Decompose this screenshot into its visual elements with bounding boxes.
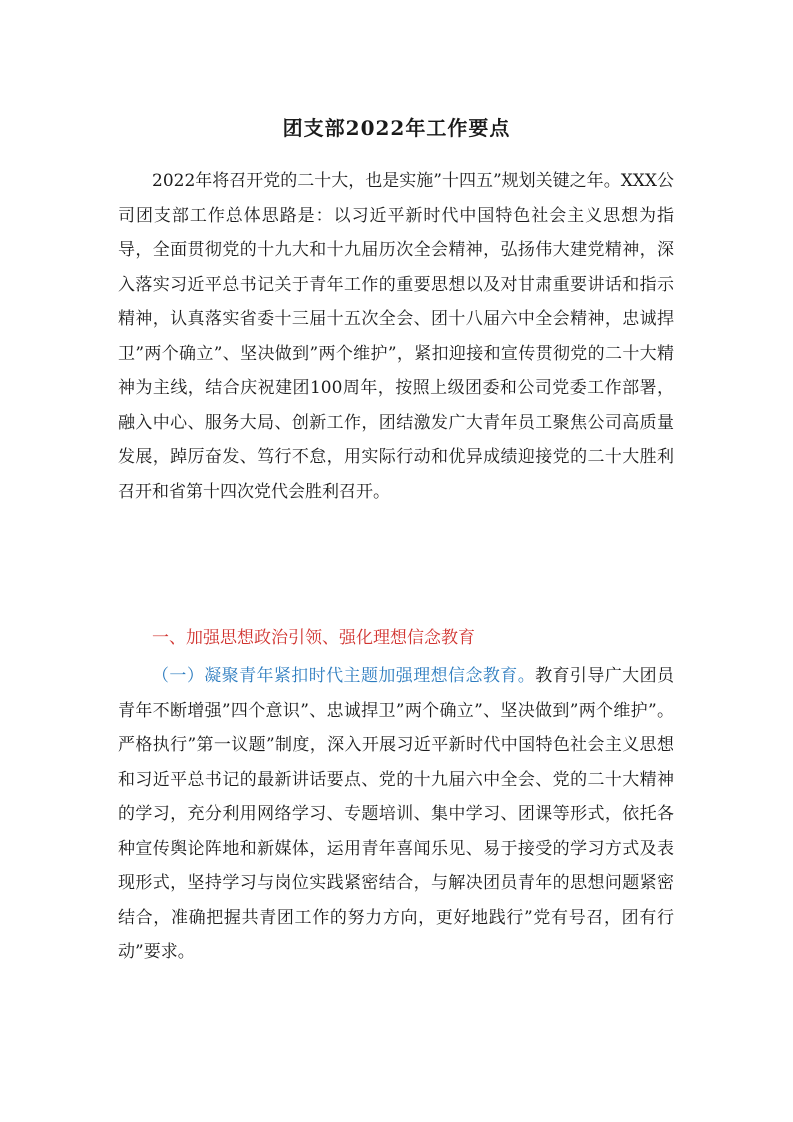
section-1-sub-body: 教育引导广大团员青年不断增强”四个意识”、忠诚捍卫”两个确立”、坚决做到”两个维护”。严格执行”第一议题”制度，深入开展习近平新时代中国特色社会主义思想和习近平总书记的最新讲话要点、党的十九届六中全会、党的二十大精神的学习，充分利用网络学习、专题培训、集中学习、团课等形式，依托各种宣传舆论阵地和新媒体，运用青年喜闻乐见、易于接受的学习方式及表现形式，坚持学习与岗位实践紧密结合，与解决团员青年的思想问题紧密结合，准确把握共青团工作的努力方向，更好地践行”党有号召，团有行动”要求。: [118, 666, 675, 962]
intro-paragraph: 2022年将召开党的二十大，也是实施”十四五”规划关键之年。XXX公司团支部工作总体思路是：以习近平新时代中国特色社会主义思想为指导，全面贯彻党的十九大和十九届历次全会精神，弘扬伟大建党精神，深入落实习近平总书记关于青年工作的重要思想以及对甘肃重要讲话和指示精神，认真落实省委十三届十五次全会、团十八届六中全会精神，忠诚捍卫”两个确立”、坚决做到”两个维护”，紧扣迎接和宣传贯彻党的二十大精神为主线，结合庆祝建团100周年，按照上级团委和公司党委工作部署，融入中心、服务大局、创新工作，团结激发广大青年员工聚焦公司高质量发展，踔厉奋发、笃行不怠，用实际行动和优异成绩迎接党的二十大胜利召开和省第十四次党代会胜利召开。: [118, 171, 674, 502]
section-1-sub-heading: （一）凝聚青年紧扣时代主题加强理想信念教育。: [152, 666, 536, 686]
section-1-heading: 一、加强思想政治引领、强化理想信念教育: [152, 628, 475, 648]
section-1-paragraph: [118, 659, 674, 970]
document-title: 团支部2022年工作要点: [282, 116, 511, 140]
